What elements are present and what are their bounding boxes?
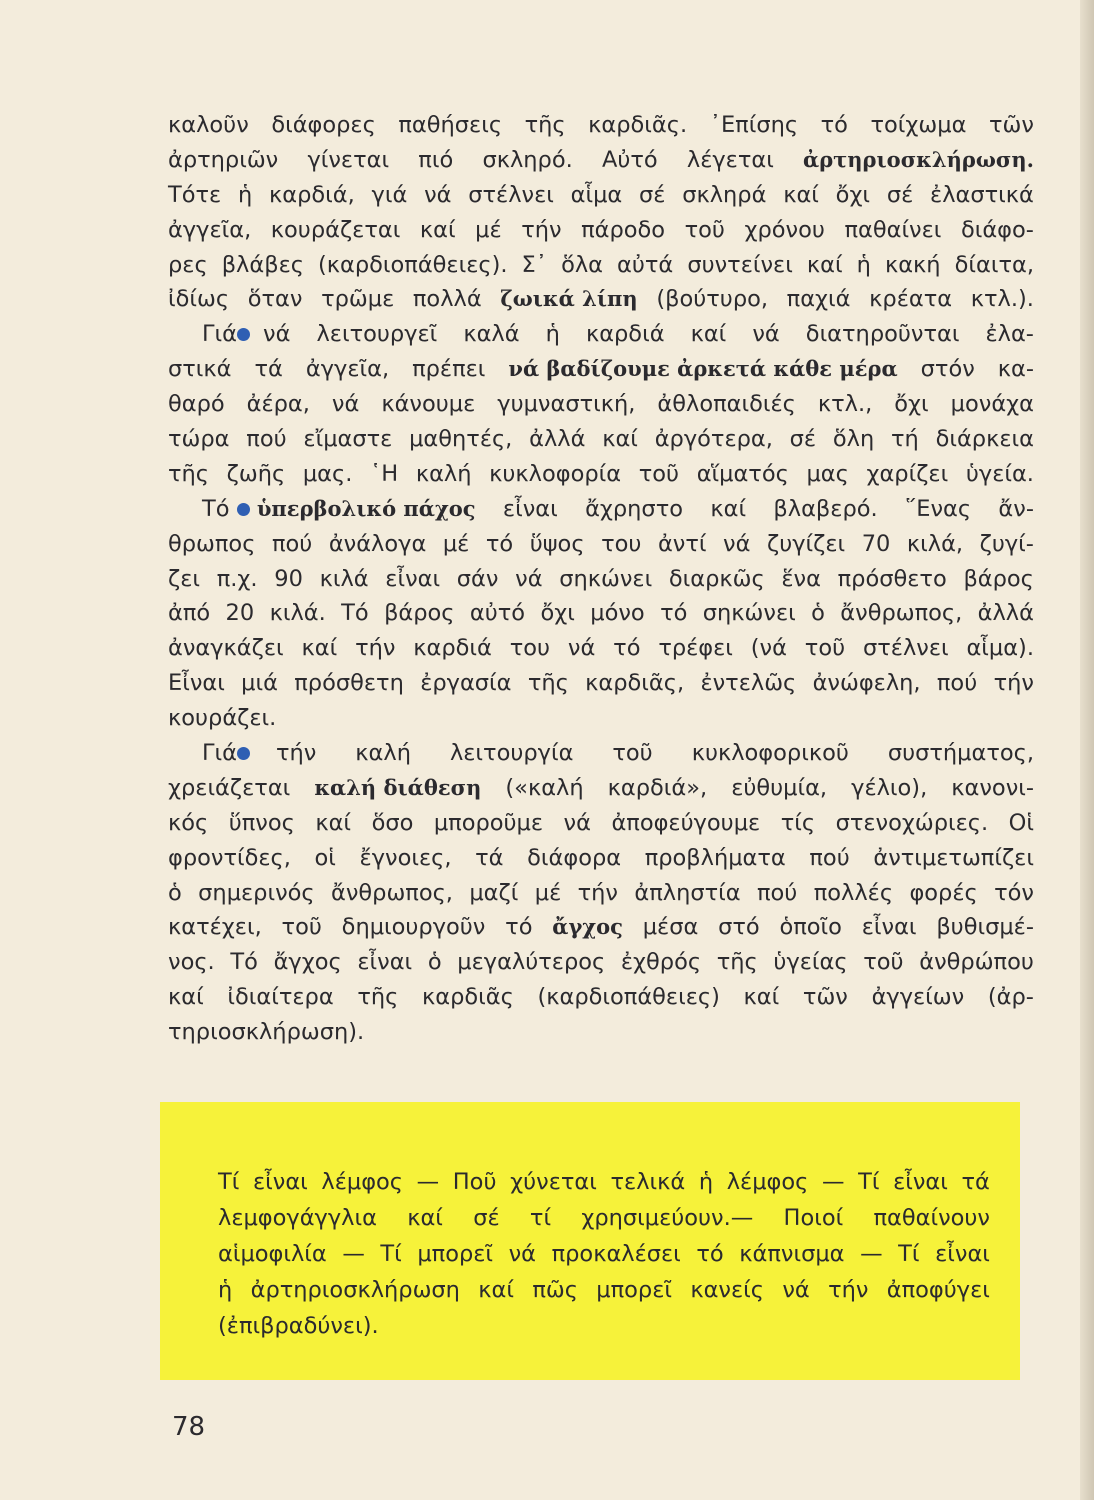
text-line: Τότε ἡ καρδιά, γιά νά στέλνει αἷμα σέ σκληρά καί ὄχι σέ ἐλαστικά <box>168 181 1034 208</box>
question-line: ἡ ἀρτηριοσκλήρωση καί πῶς μπορεῖ κανείς νά τήν ἀποφύγει <box>218 1277 990 1303</box>
text-line: κουράζει. <box>168 705 277 732</box>
text-line: ἰδίως ὅταν τρῶμε πολλά ζωικά λίπη (βούτυρο, παχιά κρέατα κτλ.). <box>168 282 1034 317</box>
text-line: χρειάζεται καλή διάθεση («καλή καρδιά», εὐθυμία, γέλιο), κανονι- <box>168 771 1034 806</box>
text-line: ἀρτηριῶν γίνεται πιό σκληρό. Αὐτό λέγεται ἀρτηριοσκλήρωση. <box>168 143 1034 178</box>
text-line: Εἶναι μιά πρόσθετη ἐργασία τῆς καρδιᾶς, ἐντελῶς ἀνώφελη, πού τήν <box>168 670 1034 697</box>
question-line: (ἐπιβραδύνει). <box>218 1313 379 1339</box>
text-line: Γιά τήν καλή λειτουργία τοῦ κυκλοφορικοῦ συστήματος, <box>202 740 1034 767</box>
text-line: ἀπό 20 κιλά. Τό βάρος αὐτό ὄχι μόνο τό σηκώνει ὁ ἄνθρωπος, ἀλλά <box>168 600 1034 627</box>
text-line: θαρό ἀέρα, νά κάνουμε γυμναστική, ἀθλοπαιδιές κτλ., ὄχι μονάχα <box>168 391 1034 418</box>
text-line: ζει π.χ. 90 κιλά εἶναι σάν νά σηκώνει διαρκῶς ἕνα πρόσθετο βάρος <box>168 565 1034 592</box>
bold-term: ὑπερβολικό πάχος <box>256 495 476 521</box>
text-line: Τό ὑπερβολικό πάχος εἶναι ἄχρηστο καί βλαβερό. ῞Ενας ἄν- <box>168 492 1034 527</box>
text-line: ὁ σημερινός ἄνθρωπος, μαζί μέ τήν ἀπληστία πού πολλές φορές τόν <box>168 879 1034 906</box>
review-questions-box <box>160 1102 1020 1380</box>
text-line: ἀναγκάζει καί τήν καρδιά του νά τό τρέφει (νά τοῦ στέλνει αἷμα). <box>168 635 1034 662</box>
text-line: τώρα πού εἴμαστε μαθητές, ἀλλά καί ἀργότερα, σέ ὅλη τή διάρκεια <box>168 426 1034 453</box>
bold-term: ἄγχος <box>552 914 623 940</box>
bullet-icon <box>237 503 250 516</box>
text-line: καλοῦν διάφορες παθήσεις τῆς καρδιᾶς. ᾿Επίσης τό τοίχωμα τῶν <box>168 112 1034 138</box>
bold-term: ἀρτηριοσκλήρωση. <box>803 146 1034 172</box>
text-line: νος. Τό ἄγχος εἶναι ὁ μεγαλύτερος ἐχθρός τῆς ὑγείας τοῦ ἀνθρώπου <box>168 949 1034 976</box>
question-line: λεμφογάγγλια καί σέ τί χρησιμεύουν.— Ποιοί παθαίνουν <box>218 1205 990 1231</box>
bullet-icon <box>237 328 250 341</box>
text-line: κατέχει, τοῦ δημιουργοῦν τό ἄγχος μέσα στό ὁποῖο εἶναι βυθισμέ- <box>168 910 1034 945</box>
text-line: ρες βλάβες (καρδιοπάθειες). Σ᾿ ὅλα αὐτά συντείνει καί ἡ κακή δίαιτα, <box>168 251 1034 278</box>
page-number: 78 <box>172 1412 206 1442</box>
bullet-icon <box>237 747 250 760</box>
bold-term: καλή διάθεση <box>314 774 482 800</box>
question-line: Τί εἶναι λέμφος — Ποῦ χύνεται τελικά ἡ λέμφος — Τί εἶναι τά <box>218 1169 990 1195</box>
body-text <box>168 108 1034 1050</box>
text-line: τηριοσκλήρωση). <box>168 1019 365 1046</box>
text-line: στικά τά ἀγγεῖα, πρέπει νά βαδίζουμε ἀρκετά κάθε μέρα στόν κα- <box>168 352 1034 387</box>
text-line: θρωπος πού ἀνάλογα μέ τό ὕψος του ἀντί νά ζυγίζει 70 κιλά, ζυγί- <box>168 530 1034 557</box>
bold-term: ζωικά λίπη <box>500 286 638 312</box>
bold-term: νά βαδίζουμε ἀρκετά κάθε μέρα <box>508 356 898 382</box>
text-line: κός ὕπνος καί ὅσο μποροῦμε νά ἀποφεύγουμε τίς στενοχώριες. Οἱ <box>168 809 1034 836</box>
page-edge-shadow <box>1080 0 1094 1500</box>
text-line: ἀγγεῖα, κουράζεται καί μέ τήν πάροδο τοῦ χρόνου παθαίνει διάφο- <box>168 216 1034 243</box>
text-line: τῆς ζωῆς μας. ῾Η καλή κυκλοφορία τοῦ αἵματός μας χαρίζει ὑγεία. <box>168 460 1034 487</box>
text-line: Γιά νά λειτουργεῖ καλά ἡ καρδιά καί νά διατηροῦνται ἐλα- <box>202 321 1034 348</box>
text-line: φροντίδες, οἱ ἔγνοιες, τά διάφορα προβλήματα πού ἀντιμετωπίζει <box>168 844 1034 871</box>
review-questions-text <box>218 1164 990 1344</box>
question-line: αἱμοφιλία — Τί μπορεῖ νά προκαλέσει τό κάπνισμα — Τί εἶναι <box>218 1241 990 1267</box>
text-line: καί ἰδιαίτερα τῆς καρδιᾶς (καρδιοπάθειες) καί τῶν ἀγγείων (ἀρ- <box>168 984 1034 1011</box>
